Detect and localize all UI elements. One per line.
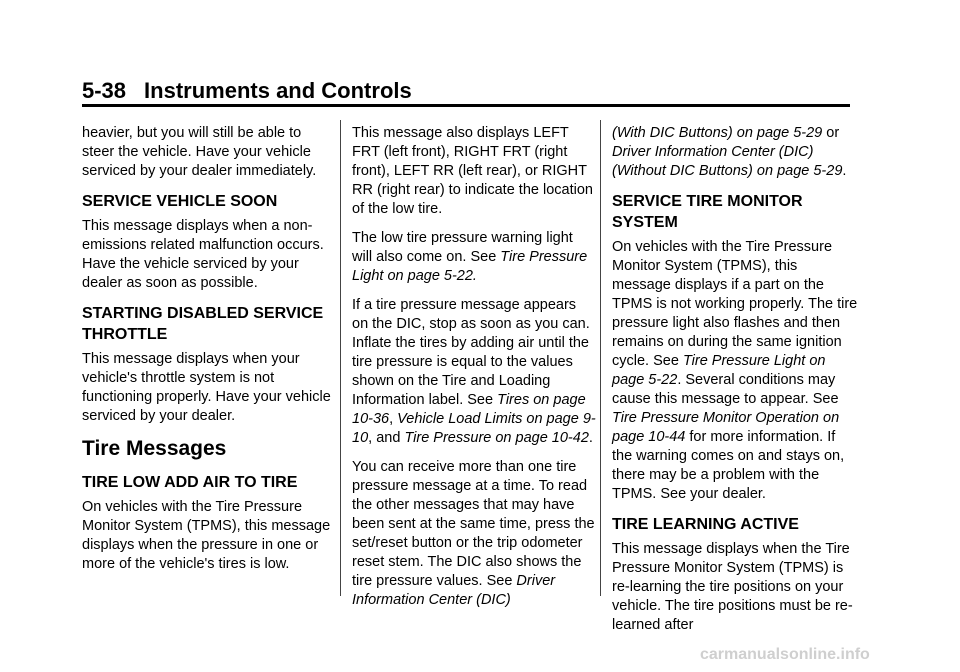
link-tire-pressure-light-2[interactable]: Tire Pressure Light on page 5-22 — [612, 353, 826, 388]
link-vehicle-load-limits[interactable]: Vehicle Load Limits on page 9-10 — [352, 411, 596, 446]
column-3 — [612, 124, 858, 645]
heading-tire-learning: TIRE LEARNING ACTIVE — [612, 516, 799, 533]
heading-tire-messages: Tire Messages — [82, 437, 227, 460]
page-number: 5-38 — [82, 78, 127, 103]
paragraph-dic-refs: (With DIC Buttons) on page 5-29 or Driver Information Center (DIC) (Without DIC Buttons) on page 5-29. — [612, 125, 847, 179]
link-dic-without-buttons[interactable]: Driver Information Center (DIC) (Without DIC Buttons) on page 5-29 — [612, 144, 843, 179]
paragraph-service-vehicle-soon: This message displays when a non-emissions related malfunction occurs. Have the vehicle serviced by your dealer as soon as possible. — [82, 218, 324, 291]
paragraph-service-tire-monitor: On vehicles with the Tire Pressure Monitor System (TPMS), this message displays if a part on the TPMS is not working properly. The tire pressure light also flashes and then remains on during the same ignition cycle. See Tire Pressure Light on page 5-22. Several conditions may cause this message to appear. See Tire Pressure Monitor Operation on page 10-44 for more information. If the warning comes on and stays on, there may be a problem with the TPMS. See your dealer. — [612, 239, 858, 502]
column-divider-2 — [600, 120, 601, 596]
link-dic[interactable]: Driver Information Center (DIC) — [352, 573, 556, 608]
paragraph-warning-light: The low tire pressure warning light will also come on. See Tire Pressure Light on page 5-22. — [352, 230, 588, 284]
header-rule — [82, 104, 850, 107]
paragraph-inflate-tires: If a tire pressure message appears on the DIC, stop as soon as you can. Inflate the tires by adding air until the tire pressure is equal to the values shown on the Tire and Loading Information label. See Tires on page 10-36, Vehicle Load Limits on page 9-10, and Tire Pressure on page 10-42. — [352, 297, 596, 446]
paragraph-low-tire-location: This message also displays LEFT FRT (left front), RIGHT FRT (right front), LEFT RR (left rear), or RIGHT RR (right rear) to indicate the location of the low tire. — [352, 125, 593, 217]
link-tire-pressure[interactable]: Tire Pressure on page 10-42 — [404, 430, 589, 446]
column-1 — [82, 124, 332, 584]
link-tire-pressure-light[interactable]: Tire Pressure Light on page 5-22. — [352, 249, 588, 284]
watermark: carmanualsonline.info — [700, 646, 870, 663]
column-2 — [352, 124, 596, 620]
heading-service-vehicle-soon: SERVICE VEHICLE SOON — [82, 193, 278, 210]
link-tires[interactable]: Tires on page 10-36 — [352, 392, 586, 427]
section-title: Instruments and Controls — [144, 78, 412, 103]
paragraph-starting-disabled: This message displays when your vehicle's throttle system is not functioning properly. Have your vehicle serviced by your dealer. — [82, 351, 331, 424]
link-dic-with-buttons[interactable]: (With DIC Buttons) on page 5-29 — [612, 125, 823, 141]
page-header — [82, 78, 412, 104]
heading-starting-disabled: STARTING DISABLED SERVICE THROTTLE — [82, 305, 324, 343]
paragraph-tire-learning: This message displays when the Tire Pressure Monitor System (TPMS) is re-learning the tire positions on your vehicle. The tire positions must be re-learned after — [612, 541, 853, 633]
heading-tire-low: TIRE LOW ADD AIR TO TIRE — [82, 474, 298, 491]
paragraph-tire-low: On vehicles with the Tire Pressure Monitor System (TPMS), this message displays when the pressure in one or more of the vehicle's tires is low. — [82, 499, 331, 572]
heading-service-tire-monitor: SERVICE TIRE MONITOR SYSTEM — [612, 193, 803, 231]
paragraph-multiple-messages: You can receive more than one tire pressure message at a time. To read the other messages that may have been sent at the same time, press the set/reset button or the trip odometer reset stem. The DIC also shows the tire pressure values. See Driver Information Center (DIC) — [352, 459, 595, 608]
column-divider-1 — [340, 120, 341, 596]
link-tpms-operation[interactable]: Tire Pressure Monitor Operation on page 10-44 — [612, 410, 840, 445]
intro-paragraph: heavier, but you will still be able to steer the vehicle. Have your vehicle serviced by your dealer immediately. — [82, 125, 317, 179]
